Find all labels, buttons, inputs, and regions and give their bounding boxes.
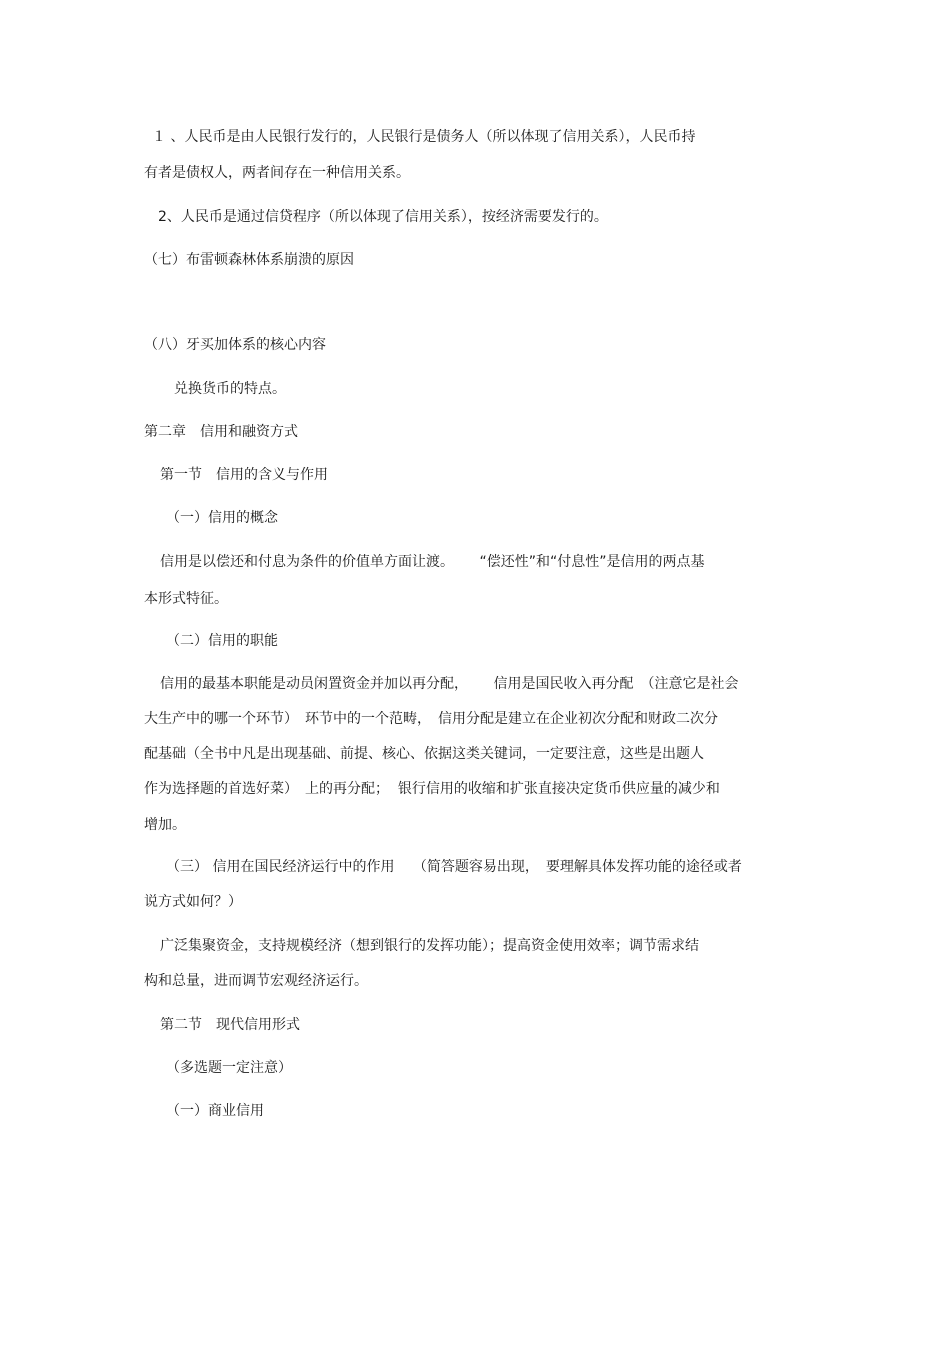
section-title: 第一节 信用的含义与作用 <box>160 467 328 483</box>
text-line: 配基础（全书中凡是出现基础、前提、核心、依据这类关键词，一定要注意，这些是出题人 <box>144 746 704 762</box>
text-line: 构和总量，进而调节宏观经济运行。 <box>144 973 368 989</box>
section-heading: （一）商业信用 <box>166 1103 264 1119</box>
text-line: 广泛集聚资金，支持规模经济（想到银行的发挥功能）；提高资金使用效率；调节需求结 <box>160 938 699 954</box>
text-line: （多选题一定注意） <box>166 1060 292 1076</box>
chapter-title: 第二章 信用和融资方式 <box>144 424 298 440</box>
section-title: 第二节 现代信用形式 <box>160 1017 300 1033</box>
text-line: 2、人民币是通过信贷程序（所以体现了信用关系），按经济需要发行的。 <box>158 209 608 225</box>
text-line: １ 、人民币是由人民银行发行的，人民银行是债务人（所以体现了信用关系），人民币持 <box>152 129 696 145</box>
text-line: 本形式特征。 <box>144 591 228 607</box>
text-line: 作为选择题的首选好菜） 上的再分配； 银行信用的收缩和扩张直接决定货币供应量的减少和 <box>144 781 720 797</box>
text-line: 信用是以偿还和付息为条件的价值单方面让渡。 “偿还性”和“付息性”是信用的两点基 <box>160 554 705 570</box>
section-heading: （八）牙买加体系的核心内容 <box>144 337 326 353</box>
text-line: 大生产中的哪一个环节） 环节中的一个范畴， 信用分配是建立在企业初次分配和财政二次分 <box>144 711 718 727</box>
text-line: 信用的最基本职能是动员闲置资金并加以再分配， 信用是国民收入再分配 （注意它是社会 <box>160 676 739 692</box>
section-heading: （七）布雷顿森林体系崩溃的原因 <box>144 252 354 268</box>
section-heading: （一）信用的概念 <box>166 510 278 526</box>
section-heading: （三） 信用在国民经济运行中的作用 （简答题容易出现， 要理解具体发挥功能的途径或者 <box>166 859 742 875</box>
text-line: 增加。 <box>144 817 186 833</box>
section-heading: （二）信用的职能 <box>166 633 278 649</box>
text-line: 兑换货币的特点。 <box>174 381 286 397</box>
text-line: 有者是债权人，两者间存在一种信用关系。 <box>144 165 410 181</box>
text-line: 说方式如何？） <box>144 894 242 910</box>
